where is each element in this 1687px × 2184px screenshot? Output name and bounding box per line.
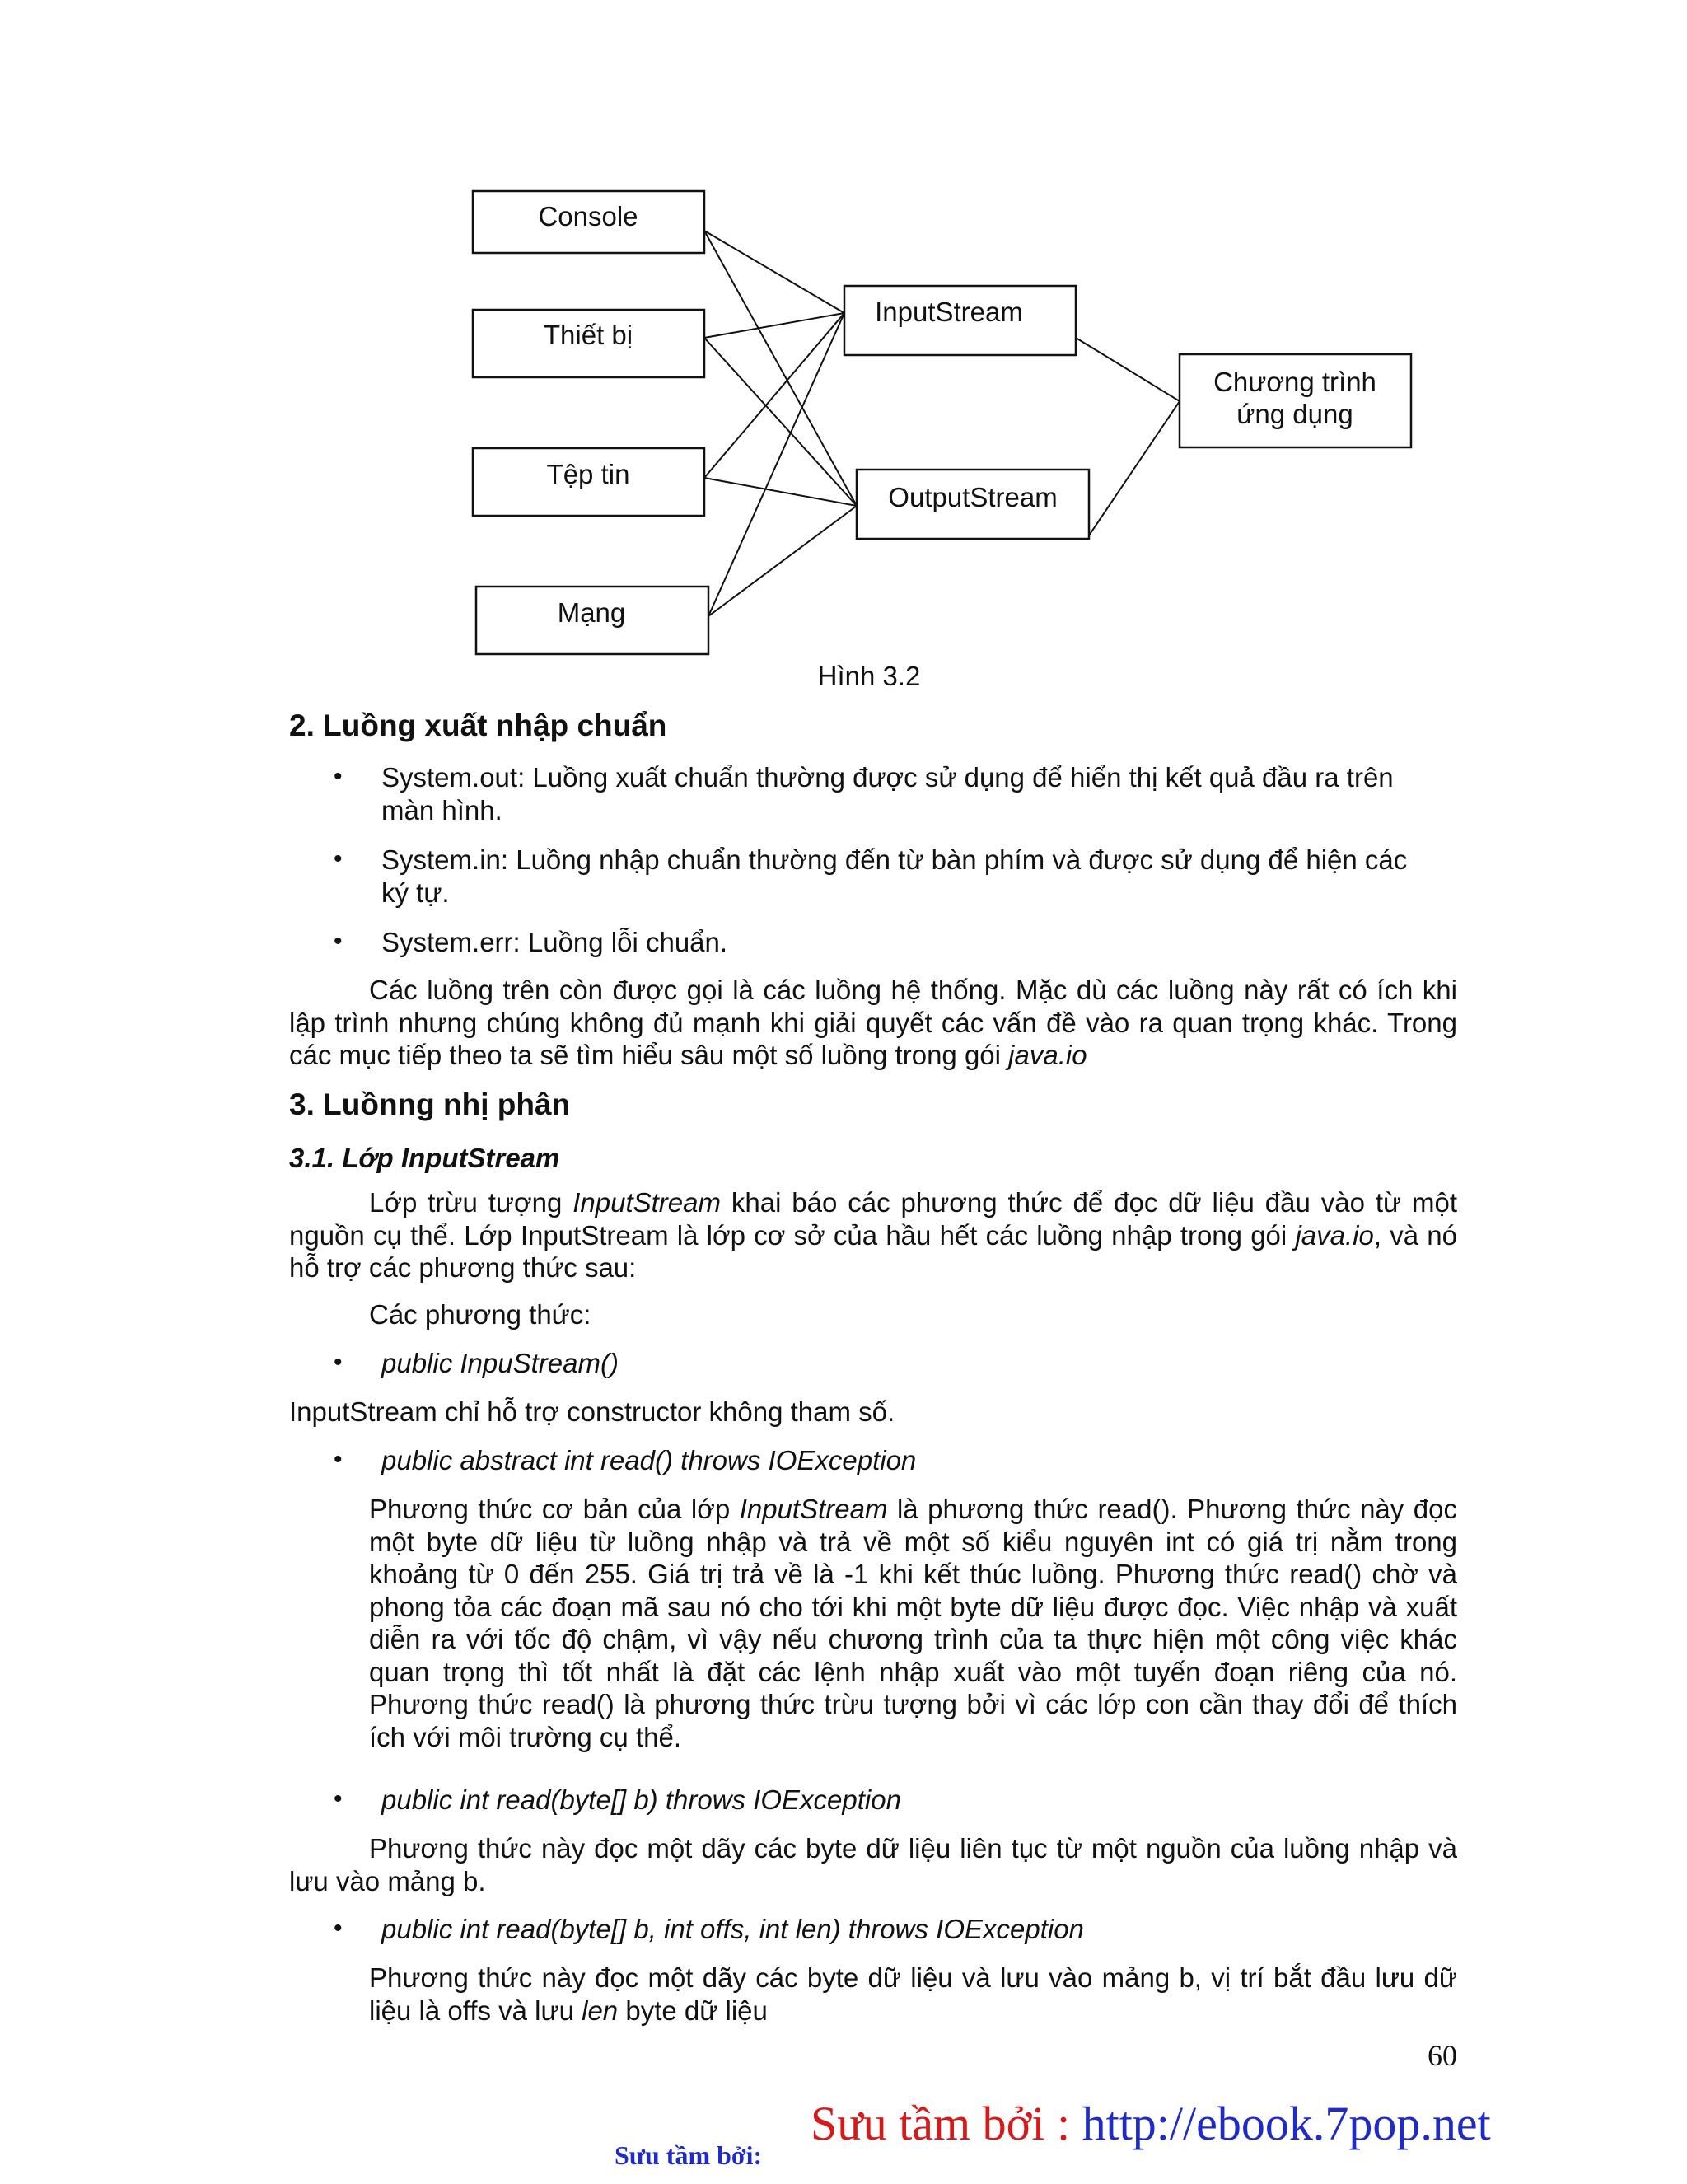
stream-label: OutputStream [888,482,1058,512]
bullet-dot: • [334,763,343,790]
bullet-dot: • [334,845,343,872]
intro-text: khai báo các phương thức để đọc dữ liệu đầu vào từ một nguồn cụ thể. Lớp InputStream là lớp cơ sở của hầu hết các luồng nhập trong gói [289,1187,1457,1251]
edge-file-output [704,478,857,506]
target-label-line1: Chương trình [1213,367,1376,397]
edge-device-input [704,313,844,338]
desc-text: Phương thức này đọc một dãy các byte dữ liệu và lưu vào mảng b, vị trí bắt đầu lưu dữ liệu là offs và lưu [369,1962,1457,2026]
param-name: len [582,1995,619,2026]
stream-label: InputStream [875,297,1023,327]
credit-watermark [811,2096,1491,2151]
bullet-dot: • [334,928,343,955]
target-label-line2: ứng dụng [1236,399,1353,429]
package-name: java.io [1295,1219,1374,1251]
stream-diagram [0,0,1687,700]
intro-text: Lớp trừu tượng [369,1187,573,1218]
source-console [473,191,704,253]
section-3-heading: 3. Luồnng nhị phân [289,1087,571,1121]
bullet-dot: • [334,1785,343,1812]
edge-file-input [704,313,844,478]
class-name: InputStream [739,1494,888,1524]
edge-device-output [704,338,857,506]
source-device [473,310,704,377]
subsection-3-1-heading: 3.1. Lớp InputStream [289,1143,560,1173]
bullet-system-in-line2: ký tự. [381,877,450,908]
figure-caption: Hình 3.2 [817,661,921,691]
methods-label: Các phương thức: [369,1299,591,1330]
stream-input [844,286,1076,355]
intro-text: , và nó hỗ trợ các phương thức sau: [289,1219,1457,1283]
desc-text: Phương thức cơ bản của lớp [369,1494,740,1524]
credit-link[interactable]: http://ebook.7pop.net [1082,2097,1491,2150]
source-network [476,587,708,654]
edge-input-app [1076,338,1180,401]
paragraph-text: Các luồng trên còn được gọi là các luồng hệ thống. Mặc dù các luồng này rất có ích khi lập trình nhưng chúng không đủ mạnh khi giải quyết các vấn đề vào ra quan trọng khác. Trong các mục tiếp theo ta sẽ tìm hiểu sâu một số luồng trong gói [289,975,1457,1070]
bullet-system-out-line2: màn hình. [381,795,502,825]
bullet-dot: • [334,1349,343,1376]
source-label: Tệp tin [546,459,630,489]
method-description-read-offset [369,1962,1457,2027]
stream-output [857,470,1089,539]
method-signature-constructor: public InpuStream() [381,1348,619,1378]
method-description-constructor: InputStream chỉ hỗ trợ constructor không tham số. [289,1396,895,1427]
package-name: java.io [1008,1040,1087,1070]
method-signature-read-array: public int read(byte[] b) throws IOException [381,1784,901,1815]
bullet-system-in-line1: System.in: Luồng nhập chuẩn thường đến từ bàn phím và được sử dụng để hiện các [381,844,1408,875]
method-signature-read: public abstract int read() throws IOException [381,1445,917,1475]
bullet-dot: • [334,1446,343,1473]
source-label: Console [538,201,638,231]
section-2-heading: 2. Luồng xuất nhập chuẩn [289,709,667,742]
method-description-read-array: Phương thức này đọc một dãy các byte dữ liệu liên tục từ một nguồn của luồng nhập và lưu vào mảng b. [289,1833,1457,1896]
section-2-paragraph [289,974,1457,1072]
edge-network-input [708,313,844,616]
edge-network-output [708,506,857,616]
source-file [473,448,704,516]
credit-label: Sưu tầm bởi: [615,2140,763,2170]
edge-console-input [704,231,844,313]
edge-output-app [1089,401,1180,535]
edge-console-output [704,231,857,506]
desc-text: byte dữ liệu [618,1995,768,2026]
credit-text: Sưu tầm bởi : [811,2097,1082,2150]
source-label: Mạng [557,597,626,628]
desc-text: là phương thức read(). Phương thức này đọc một byte dữ liệu từ luồng nhập và trả về một số kiểu nguyên int có giá trị nằm trong khoảng từ 0 đến 255. Giá trị trả về là -1 khi kết thúc luồng. Phương thức read() chờ và phong tỏa các đoạn mã sau nó cho tới khi một byte dữ liệu được đọc. Việc nhập và xuất diễn ra với tốc độ chậm, vì vậy nếu chương trình của ta thực hiện một công việc khác quan trọng thì tốt nhất là đặt các lệnh nhập xuất vào một tuyến đoạn riêng của nó. Phương thức read() là phương thức trừu tượng bởi vì các lớp con cần thay đổi để thích ích với môi trường cụ thể. [369,1494,1458,1752]
bullet-system-out-line1: System.out: Luồng xuất chuẩn thường được sử dụng để hiển thị kết quả đầu ra trên [381,762,1394,793]
method-signature-read-offset: public int read(byte[] b, int offs, int len) throws IOException [381,1914,1084,1944]
method-description-read [369,1493,1457,1753]
bullet-system-err: System.err: Luồng lỗi chuẩn. [381,927,728,957]
bullet-dot: • [334,1915,343,1942]
target-application [1180,354,1411,447]
source-label: Thiết bị [543,320,633,350]
class-name: InputStream [572,1187,721,1218]
page-number: 60 [1428,2039,1457,2072]
inputstream-intro-paragraph [289,1186,1457,1284]
